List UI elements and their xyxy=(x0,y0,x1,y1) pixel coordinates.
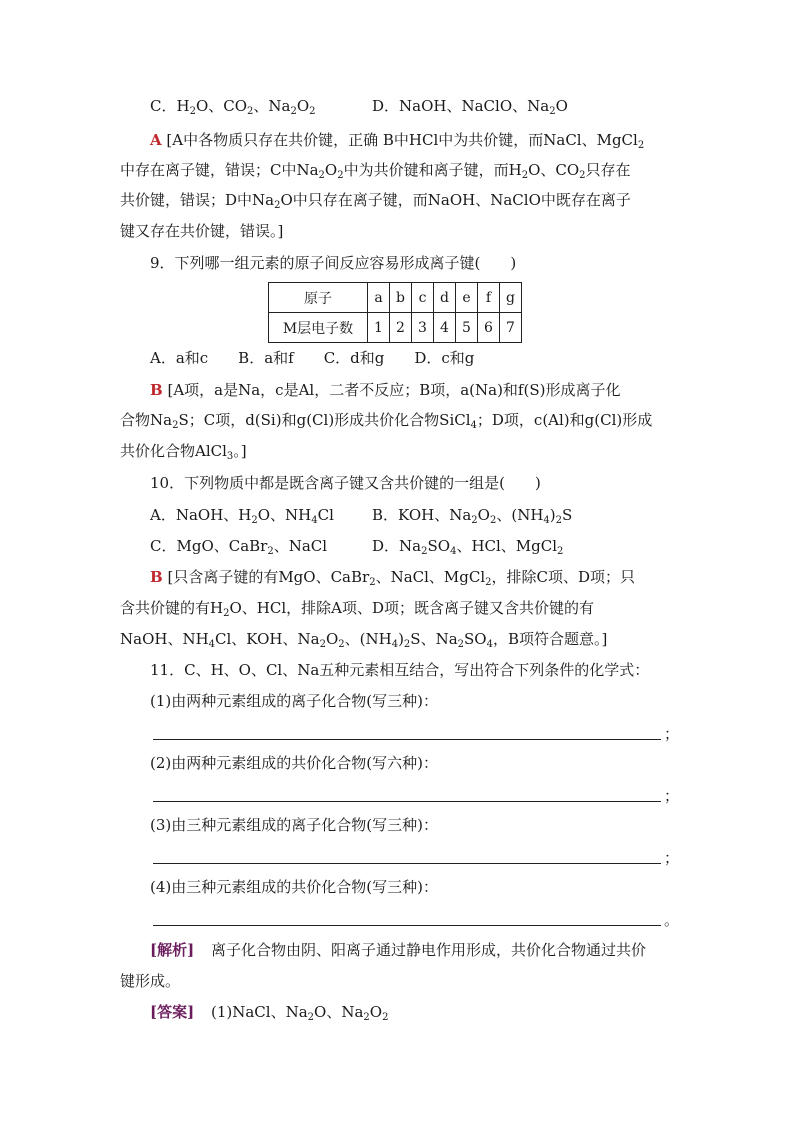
q10-stem: 10．下列物质中都是既含离子键又含共价键的一组是( ) xyxy=(150,474,541,492)
q8-answer-line-3: 共价键，错误；D中$Na_2O$中只存在离子键，而NaOH、NaClO中既存在离子 xyxy=(120,191,631,211)
q8-answer-line-1: A [A中各物质只存在共价键，正确 B中HCl中为共价键，而NaCl、MgCl$_2$ xyxy=(150,131,645,151)
q10-answer-line-1: B [只含离子键的有MgO、CaBr$_2$、NaCl、MgCl$_2$，排除C项、D项；只 xyxy=(150,568,636,588)
q11-part-3-blank[interactable] xyxy=(153,863,661,864)
q9-answer-line-3: 共价化合物AlCl$_3$。] xyxy=(120,442,247,462)
q11-part-2-blank[interactable] xyxy=(153,801,661,802)
q11-part-3-label: (3)由三种元素组成的离子化合物(写三种)： xyxy=(150,816,438,834)
q9-answer-letter: B xyxy=(150,381,163,399)
q10-options-cd: C．MgO、CaBr$_2$、NaCl D．$Na_2SO_4$、HCl、MgCl$_2$ xyxy=(150,537,564,557)
q8-answer-line-2: 中存在离子键，错误；C中$Na_2O_2$中为共价键和离子键，而$H_2O$、$CO_2$只存在 xyxy=(120,161,631,181)
q11-part-4-blank[interactable] xyxy=(153,925,661,926)
q11-part-2-label: (2)由两种元素组成的共价化合物(写六种)： xyxy=(150,754,438,772)
q8-answer-letter: A xyxy=(150,131,162,149)
electron-table xyxy=(268,282,522,343)
q10-answer-line-2: 含共价键的有$H_2O$、HCl，排除A项、D项；既含离子键又含共价键的有 xyxy=(120,599,594,619)
analysis-line-1: [解析] 离子化合物由阴、阳离子通过静电作用形成，共价化合物通过共价 xyxy=(150,941,646,959)
analysis-line-2: 键形成。 xyxy=(120,972,181,990)
q11-part-4-end: 。 xyxy=(664,911,680,929)
q11-part-1-label: (1)由两种元素组成的离子化合物(写三种)： xyxy=(150,692,438,710)
q10-option-b: B．KOH、$Na_2O_2$、$(NH_4)_2S$ xyxy=(372,506,573,526)
q9-answer-line-2: 合物$Na_2S$；C项，d(Si)和g(Cl)形成共价化合物SiCl$_4$；D项，c(Al)和g(Cl)形成 xyxy=(120,411,653,431)
q8-answer-line-4: 键又存在共价键，错误。] xyxy=(120,222,284,240)
table-row: 原子 a b c d e f g xyxy=(269,283,522,313)
q10-answer-line-3: NaOH、$NH_4Cl$、KOH、$Na_2O_2$、$(NH_4)_2S$、$Na_2SO_4$，B项符合题意。] xyxy=(120,630,608,650)
analysis-tag: [解析] xyxy=(150,941,195,959)
table-header-electrons: M层电子数 xyxy=(269,313,368,343)
q11-part-3-end: ； xyxy=(664,849,680,867)
table-header-atom: 原子 xyxy=(269,283,368,313)
q11-part-1-blank[interactable] xyxy=(153,739,661,740)
q9-answer-line-1: B [A项，a是Na，c是Al，二者不反应；B项，a(Na)和f(S)形成离子化 xyxy=(150,381,621,399)
q11-stem: 11．C、H、O、Cl、Na五种元素相互结合，写出符合下列条件的化学式： xyxy=(150,661,650,679)
q11-part-1-end: ； xyxy=(664,725,680,743)
q11-part-4-label: (4)由三种元素组成的共价化合物(写三种)： xyxy=(150,878,438,896)
answer-line: [答案] (1)NaCl、$Na_2O$、$Na_2O_2$ xyxy=(150,1003,389,1023)
q10-option-d: D．$Na_2SO_4$、HCl、MgCl$_2$ xyxy=(372,537,564,557)
q9-options: A．a和c B．a和f C．d和g D．c和g xyxy=(150,349,475,367)
q9-stem: 9．下列哪一组元素的原子间反应容易形成离子键( ) xyxy=(150,254,517,272)
q10-options-ab: A．NaOH、$H_2O$、$NH_4Cl$ B．KOH、$Na_2O_2$、$(NH_4)_2S$ xyxy=(150,506,573,526)
q8-option-d: D．NaOH、NaClO、$Na_2O$ xyxy=(372,97,568,117)
q8-options-cd: C．$H_2O$、$CO_2$、$Na_2O_2$ D．NaOH、NaClO、$Na_2O$ xyxy=(150,97,568,117)
answer-tag: [答案] xyxy=(150,1003,195,1021)
q10-answer-letter: B xyxy=(150,568,163,586)
q11-part-2-end: ； xyxy=(664,787,680,805)
table-row: M层电子数 1 2 3 4 5 6 7 xyxy=(269,313,522,343)
